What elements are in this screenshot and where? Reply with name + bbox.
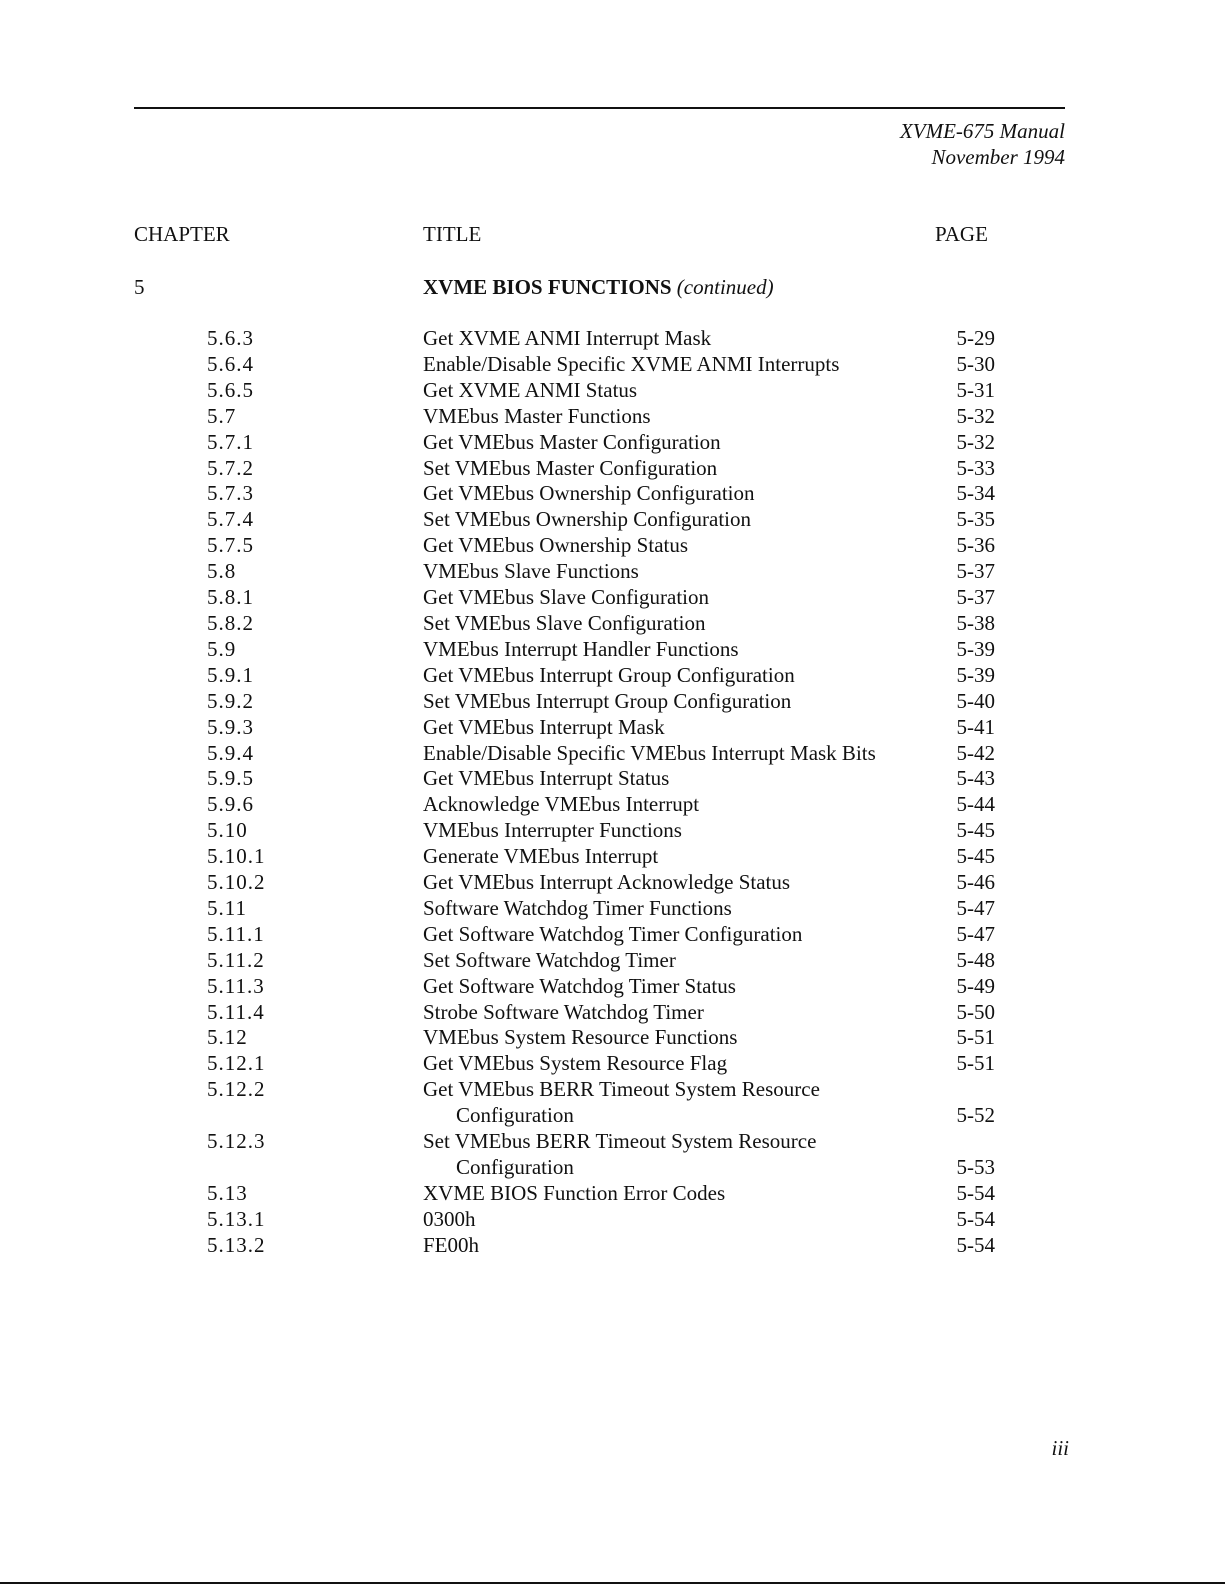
section-title (423, 844, 953, 870)
section-page: 5-41 (956, 714, 995, 739)
section-page: 5-30 (956, 351, 995, 376)
section-number: 5.6.5 (207, 377, 254, 402)
section-title-text: VMEbus System Resource Functions (423, 1025, 738, 1050)
toc-entry (0, 611, 1225, 637)
section-page: 5-54 (956, 1232, 995, 1257)
section-page: 5-39 (956, 636, 995, 661)
page-number: iii (1051, 1436, 1069, 1460)
section-number: 5.9 (207, 636, 237, 661)
section-title-text: Get Software Watchdog Timer Status (423, 973, 736, 998)
section-title (423, 792, 953, 818)
section-page: 5-51 (956, 1051, 995, 1076)
section-title-text: VMEbus Interrupt Handler Functions (423, 636, 739, 661)
toc-entry (0, 1025, 1225, 1051)
section-title-continuation: Configuration (456, 1155, 574, 1179)
section-title (423, 741, 953, 767)
section-number: 5.12.1 (207, 1051, 266, 1076)
section-number: 5.7.3 (207, 481, 254, 506)
section-title-text: Get VMEbus Ownership Status (423, 533, 689, 558)
section-number: 5.11.2 (207, 947, 265, 972)
section-title-text: Get VMEbus Interrupt Acknowledge Status (423, 870, 791, 895)
section-number: 5.9.4 (207, 740, 254, 765)
section-number: 5.12.3 (207, 1129, 266, 1154)
header-rule (134, 107, 1065, 109)
toc-entry (0, 1129, 1225, 1181)
section-title-text: Set VMEbus Interrupt Group Configuration (423, 688, 792, 713)
section-title-text: VMEbus Interrupter Functions (423, 818, 682, 843)
section-page: 5-31 (956, 377, 995, 402)
toc-entry (0, 948, 1225, 974)
section-title (423, 585, 953, 611)
section-page: 5-33 (956, 455, 995, 480)
section-title-text: Get VMEbus Ownership Configuration (423, 481, 755, 506)
toc-entry (0, 844, 1225, 870)
toc-entry (0, 326, 1225, 352)
section-title-text: Set VMEbus Slave Configuration (423, 610, 706, 635)
section-number: 5.9.1 (207, 662, 254, 687)
section-page: 5-29 (956, 326, 995, 350)
section-number: 5.11.3 (207, 973, 265, 998)
toc-entry (0, 818, 1225, 844)
section-title-text: Set VMEbus BERR Timeout System Resource (423, 1129, 817, 1154)
section-title-text: VMEbus Master Functions (423, 403, 651, 428)
toc-entry (0, 741, 1225, 767)
toc-entry (0, 1077, 1225, 1129)
section-title (423, 948, 953, 974)
chapter-title (423, 275, 774, 300)
section-title-text: XVME BIOS Function Error Codes (423, 1180, 726, 1205)
section-number: 5.7.5 (207, 533, 254, 558)
section-title (423, 378, 953, 404)
section-page: 5-34 (956, 481, 995, 506)
column-header-title: TITLE (423, 222, 482, 246)
section-page: 5-45 (956, 818, 995, 843)
section-page: 5-51 (956, 1025, 995, 1050)
chapter-title-text: XVME BIOS FUNCTIONS (423, 275, 672, 299)
section-number: 5.9.3 (207, 714, 254, 739)
section-title-text: Get VMEbus Interrupt Status (423, 766, 670, 791)
section-title (423, 870, 953, 896)
toc-entry (0, 1051, 1225, 1077)
section-page: 5-38 (956, 610, 995, 635)
section-title-text: Get VMEbus BERR Timeout System Resource (423, 1077, 820, 1102)
toc-entry (0, 1233, 1225, 1259)
footer-rule (0, 1582, 1225, 1584)
section-number: 5.9.5 (207, 766, 254, 791)
column-header-page: PAGE (935, 222, 988, 246)
manual-date: November 1994 (931, 145, 1065, 169)
section-title-continuation: Configuration (456, 1103, 574, 1128)
section-title (423, 430, 953, 456)
section-title (423, 637, 953, 663)
section-page: 5-46 (956, 870, 995, 895)
section-title (423, 1129, 953, 1181)
section-page: 5-48 (956, 947, 995, 972)
section-page: 5-35 (956, 507, 995, 532)
section-title-text: Strobe Software Watchdog Timer (423, 999, 704, 1024)
section-number: 5.8.2 (207, 610, 254, 635)
toc-entry (0, 689, 1225, 715)
section-page: 5-47 (956, 895, 995, 920)
section-page: 5-44 (956, 792, 995, 817)
toc-entry (0, 792, 1225, 818)
section-title-text: Get Software Watchdog Timer Configuration (423, 921, 803, 946)
section-number: 5.7.4 (207, 507, 254, 532)
toc-entry (0, 559, 1225, 585)
toc-entry (0, 430, 1225, 456)
section-number: 5.7 (207, 403, 237, 428)
section-page: 5-32 (956, 429, 995, 454)
chapter-title-note: (continued) (676, 275, 774, 299)
section-page: 5-39 (956, 662, 995, 687)
section-page: 5-43 (956, 766, 995, 791)
toc-entry (0, 507, 1225, 533)
toc-entry (0, 456, 1225, 482)
section-title-text: VMEbus Slave Functions (423, 559, 639, 584)
manual-title: XVME-675 Manual (899, 119, 1065, 143)
section-title (423, 922, 953, 948)
section-title (423, 1181, 953, 1207)
section-title-text: Get XVME ANMI Interrupt Mask (423, 326, 712, 350)
toc-entry (0, 481, 1225, 507)
section-title (423, 507, 953, 533)
section-page: 5-37 (956, 559, 995, 584)
toc-list (0, 326, 1225, 1259)
section-number: 5.13.2 (207, 1232, 266, 1257)
column-header-chapter: CHAPTER (134, 222, 230, 246)
section-title-text: Get VMEbus Master Configuration (423, 429, 721, 454)
toc-entry (0, 715, 1225, 741)
section-number: 5.9.6 (207, 792, 254, 817)
section-page: 5-40 (956, 688, 995, 713)
section-title-text: Get VMEbus Interrupt Group Configuration (423, 662, 795, 687)
section-title (423, 1207, 953, 1233)
section-title (423, 1000, 953, 1026)
section-title-text: Generate VMEbus Interrupt (423, 844, 659, 869)
section-title-text: Set VMEbus Master Configuration (423, 455, 718, 480)
section-title (423, 559, 953, 585)
section-title-text: 0300h (423, 1206, 476, 1231)
toc-entry (0, 766, 1225, 792)
toc-entry (0, 378, 1225, 404)
section-page: 5-50 (956, 999, 995, 1024)
section-title (423, 1077, 953, 1129)
section-title (423, 352, 953, 378)
section-number: 5.10.1 (207, 844, 266, 869)
section-title (423, 974, 953, 1000)
section-title-text: Get VMEbus System Resource Flag (423, 1051, 728, 1076)
section-page: 5-42 (956, 740, 995, 765)
toc-entry (0, 1207, 1225, 1233)
section-title-text: Get VMEbus Slave Configuration (423, 585, 710, 610)
section-number: 5.11.4 (207, 999, 265, 1024)
chapter-number: 5 (134, 275, 145, 299)
section-title (423, 766, 953, 792)
section-title-text: FE00h (423, 1232, 480, 1257)
toc-entry (0, 637, 1225, 663)
section-title (423, 896, 953, 922)
section-page: 5-45 (956, 844, 995, 869)
toc-entry (0, 922, 1225, 948)
section-title (423, 404, 953, 430)
section-page: 5-37 (956, 585, 995, 610)
section-page: 5-54 (956, 1180, 995, 1205)
section-title (423, 456, 953, 482)
section-title-text: Software Watchdog Timer Functions (423, 895, 732, 920)
section-number: 5.7.2 (207, 455, 254, 480)
section-number: 5.13.1 (207, 1206, 266, 1231)
section-number: 5.6.3 (207, 326, 254, 350)
section-title-text: Get VMEbus Interrupt Mask (423, 714, 665, 739)
section-number: 5.11 (207, 895, 247, 920)
toc-entry (0, 896, 1225, 922)
section-title (423, 715, 953, 741)
toc-entry (0, 1181, 1225, 1207)
section-number: 5.8 (207, 559, 237, 584)
toc-entry (0, 585, 1225, 611)
section-number: 5.12.2 (207, 1077, 266, 1102)
section-title (423, 1051, 953, 1077)
section-number: 5.10 (207, 818, 248, 843)
section-page: 5-52 (956, 1103, 995, 1128)
section-title (423, 818, 953, 844)
section-title (423, 1025, 953, 1051)
toc-entry (0, 352, 1225, 378)
section-title-text: Enable/Disable Specific VMEbus Interrupt Mask Bits (423, 740, 876, 765)
toc-entry (0, 404, 1225, 430)
section-page: 5-36 (956, 533, 995, 558)
section-page: 5-32 (956, 403, 995, 428)
section-title (423, 1233, 953, 1259)
section-title (423, 481, 953, 507)
section-page: 5-49 (956, 973, 995, 998)
section-number: 5.8.1 (207, 585, 254, 610)
toc-entry (0, 974, 1225, 1000)
section-title (423, 689, 953, 715)
section-title-text: Acknowledge VMEbus Interrupt (423, 792, 700, 817)
toc-entry (0, 1000, 1225, 1026)
section-number: 5.11.1 (207, 921, 265, 946)
section-title-text: Enable/Disable Specific XVME ANMI Interrupts (423, 351, 840, 376)
section-title (423, 326, 953, 352)
section-number: 5.12 (207, 1025, 248, 1050)
section-title (423, 533, 953, 559)
section-page: 5-53 (956, 1155, 995, 1179)
toc-entry (0, 533, 1225, 559)
section-number: 5.13 (207, 1180, 248, 1205)
section-number: 5.9.2 (207, 688, 254, 713)
section-title (423, 611, 953, 637)
section-number: 5.7.1 (207, 429, 254, 454)
section-title (423, 663, 953, 689)
section-title-text: Get XVME ANMI Status (423, 377, 638, 402)
section-page: 5-54 (956, 1206, 995, 1231)
toc-entry (0, 663, 1225, 689)
section-page: 5-47 (956, 921, 995, 946)
section-title-text: Set VMEbus Ownership Configuration (423, 507, 752, 532)
toc-entry (0, 870, 1225, 896)
section-number: 5.6.4 (207, 351, 254, 376)
section-title-text: Set Software Watchdog Timer (423, 947, 676, 972)
section-number: 5.10.2 (207, 870, 266, 895)
